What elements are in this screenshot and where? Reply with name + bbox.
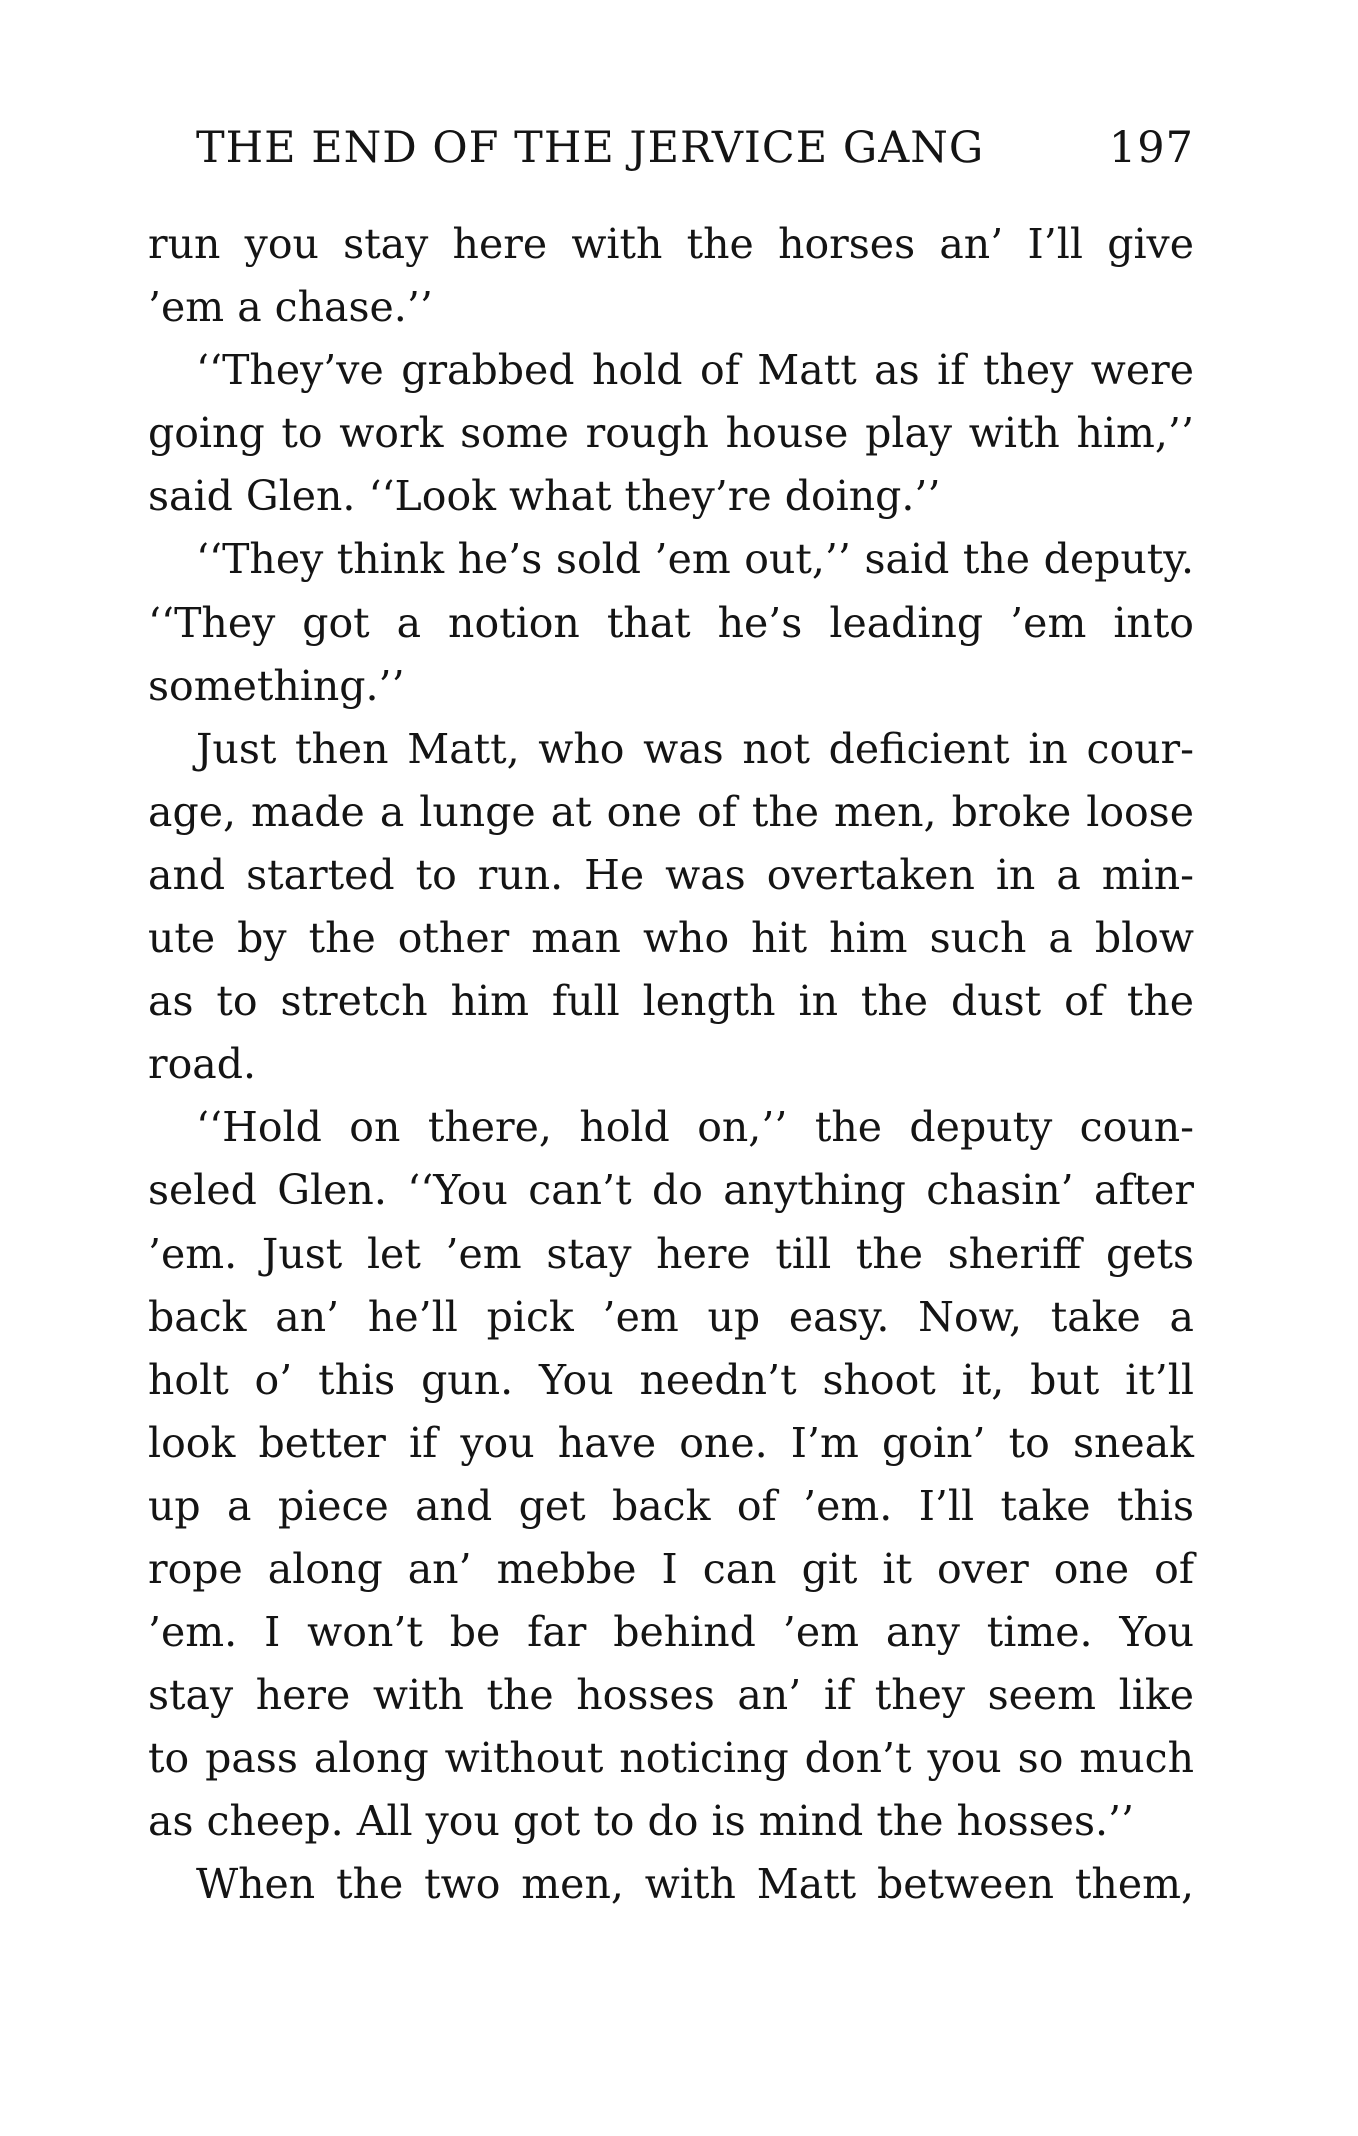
text-line: back an’ he’ll pick ’em up easy. Now, take a [148, 1292, 1194, 1341]
text-line: as cheep. All you got to do is mind the hosses.’’ [148, 1797, 1135, 1846]
text-line: ‘‘Hold on there, hold on,’’ the deputy coun- [196, 1103, 1194, 1152]
text-line: going to work some rough house play with him,’’ [148, 409, 1194, 458]
text-line: holt o’ this gun. You needn’t shoot it, but it’ll [148, 1355, 1194, 1404]
text-line: ‘‘They’ve grabbed hold of Matt as if they were [196, 346, 1194, 395]
page-number: 197 [1108, 123, 1194, 173]
text-line: ‘‘They think he’s sold ’em out,’’ said the deputy. [196, 535, 1194, 584]
text-line: and started to run. He was overtaken in a min- [148, 850, 1194, 899]
running-head-title: THE END OF THE JERVICE GANG [196, 123, 985, 173]
text-line: ’em. I won’t be far behind ’em any time. You [148, 1608, 1194, 1657]
text-line: When the two men, with Matt between them, [196, 1860, 1194, 1909]
text-line: up a piece and get back of ’em. I’ll take this [148, 1481, 1194, 1530]
text-line: ’em. Just let ’em stay here till the sheriff gets [148, 1229, 1194, 1278]
text-line: ute by the other man who hit him such a blow [148, 914, 1194, 963]
text-line: to pass along without noticing don’t you so much [148, 1734, 1194, 1783]
text-line: said Glen. ‘‘Look what they’re doing.’’ [148, 472, 941, 521]
text-line: something.’’ [148, 661, 405, 710]
text-line: ‘‘They got a notion that he’s leading ’em into [148, 598, 1194, 647]
text-line: as to stretch him full length in the dust of the [148, 977, 1194, 1026]
body-text [148, 213, 1194, 1917]
text-line: age, made a lunge at one of the men, broke loose [148, 787, 1194, 836]
text-line: run you stay here with the horses an’ I’ll give [148, 220, 1194, 268]
running-head [196, 118, 1194, 178]
text-line: ’em a chase.’’ [148, 283, 433, 332]
text-line: look better if you have one. I’m goin’ to sneak [148, 1418, 1194, 1467]
text-line: rope along an’ mebbe I can git it over one of [148, 1544, 1194, 1593]
text-line: stay here with the hosses an’ if they seem like [148, 1671, 1194, 1720]
text-line: seled Glen. ‘‘You can’t do anything chasin’ after [148, 1166, 1194, 1215]
text-line: road. [148, 1040, 257, 1089]
text-line: Just then Matt, who was not deficient in cour- [196, 724, 1194, 773]
